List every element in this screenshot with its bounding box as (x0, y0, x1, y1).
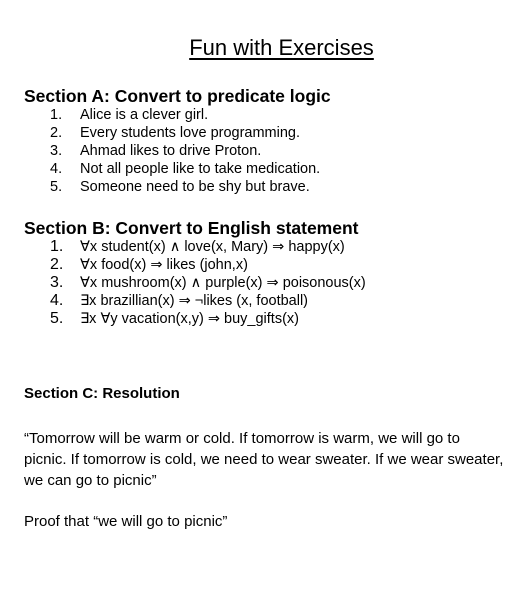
list-item (50, 142, 320, 160)
list-item (50, 256, 366, 274)
item-number: 5. (50, 179, 63, 195)
item-number: 3. (50, 274, 64, 291)
item-text: Alice is a clever girl. (80, 107, 209, 123)
item-text: ∃x brazillian(x) ⇒ ¬likes (x, football) (80, 293, 308, 309)
resolution-premises-text: “Tomorrow will be warm or cold. If tomorrow is warm, we will go to picnic. If tomorrow is cold, we need to wear sweater. If we wear sweater, we can go to picnic” (24, 430, 504, 489)
item-number: 2. (50, 125, 63, 141)
page-title: Fun with Exercises (189, 35, 374, 60)
item-text: ∀x mushroom(x) ∧ purple(x) ⇒ poisonous(x) (80, 275, 366, 291)
item-number: 4. (50, 292, 64, 309)
list-item (50, 274, 366, 292)
item-number: 3. (50, 143, 63, 159)
section-a-list (50, 106, 320, 196)
item-text: Not all people like to take medication. (80, 161, 321, 177)
list-item (50, 238, 366, 256)
list-item (50, 292, 366, 310)
item-text: ∃x ∀y vacation(x,y) ⇒ buy_gifts(x) (80, 311, 299, 327)
item-number: 4. (50, 161, 63, 177)
item-text: Someone need to be shy but brave. (80, 179, 310, 195)
item-text: Ahmad likes to drive Proton. (80, 143, 262, 159)
list-item (50, 124, 320, 142)
section-b-heading: Section B: Convert to English statement (24, 218, 359, 238)
item-number: 1. (50, 238, 64, 255)
item-text: Every students love programming. (80, 125, 301, 141)
list-item (50, 160, 320, 178)
item-number: 5. (50, 310, 64, 327)
section-b-list (50, 238, 366, 328)
list-item (50, 106, 320, 124)
item-text: ∀x food(x) ⇒ likes (john,x) (80, 257, 248, 273)
list-item (50, 310, 366, 328)
list-item (50, 178, 320, 196)
section-c-heading: Section C: Resolution (24, 385, 180, 402)
item-text: ∀x student(x) ∧ love(x, Mary) ⇒ happy(x) (80, 239, 345, 255)
section-a-heading: Section A: Convert to predicate logic (24, 86, 331, 106)
resolution-goal-text: Proof that “we will go to picnic” (24, 513, 228, 530)
item-number: 1. (50, 107, 63, 123)
item-number: 2. (50, 256, 64, 273)
